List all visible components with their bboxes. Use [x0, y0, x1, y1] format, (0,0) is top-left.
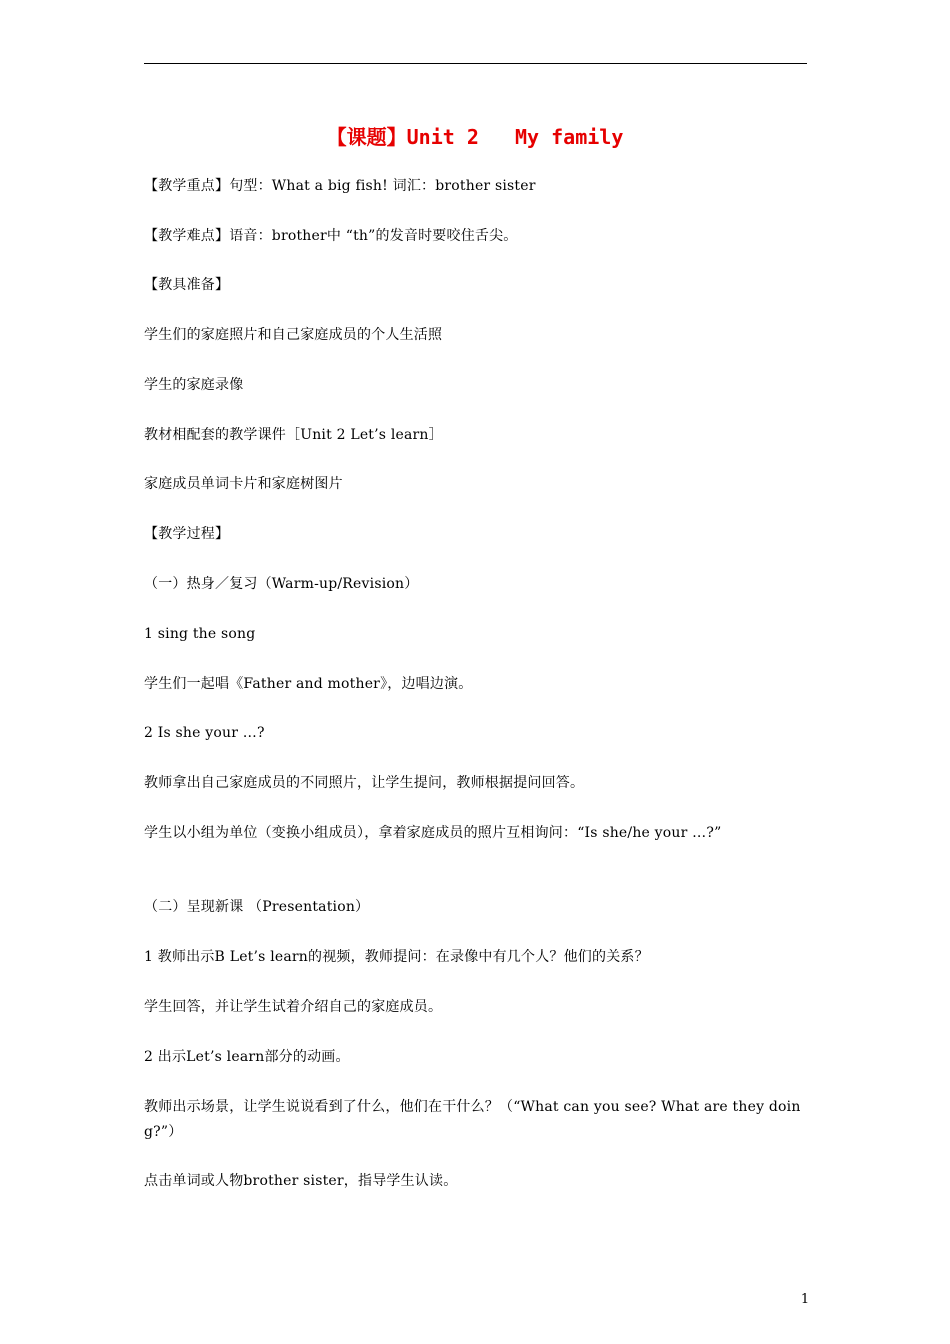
paragraph: 学生们的家庭照片和自己家庭成员的个人生活照: [144, 327, 443, 343]
paragraph: 学生回答，并让学生试着介绍自己的家庭成员。: [144, 999, 443, 1015]
section-heading-process: 【教学过程】: [144, 526, 230, 542]
header-rule: [144, 63, 807, 64]
paragraph: 学生的家庭录像: [144, 377, 244, 393]
paragraph: 家庭成员单词卡片和家庭树图片: [144, 476, 343, 492]
paragraph: 点击单词或人物brother sister，指导学生认读。: [144, 1173, 458, 1189]
paragraph-key-points: 【教学重点】句型：What a big fish! 词汇：brother sister: [144, 178, 536, 194]
subsection-heading-warmup: （一）热身／复习（Warm-up/Revision）: [144, 576, 419, 592]
paragraph: 教材相配套的教学课件［Unit 2 Let’s learn］: [144, 427, 443, 443]
section-heading-materials: 【教具准备】: [144, 277, 230, 293]
paragraph: 教师拿出自己家庭成员的不同照片，让学生提问，教师根据提问回答。: [144, 775, 585, 791]
paragraph: 教师出示场景，让学生说说看到了什么，他们在干什么？（“What can you see? What are they doing?”）: [144, 1099, 801, 1140]
paragraph-difficult-points: 【教学难点】语音：brother中 “th”的发音时要咬住舌尖。: [144, 228, 518, 244]
paragraph: 学生们一起唱《Father and mother》，边唱边演。: [144, 676, 473, 692]
paragraph: 2 出示Let’s learn部分的动画。: [144, 1049, 350, 1065]
page-number: 1: [800, 1292, 810, 1307]
paragraph: 学生以小组为单位（变换小组成员），拿着家庭成员的照片互相询问：“Is she/he your …?”: [144, 825, 722, 841]
subsection-heading-presentation: （二）呈现新课 （Presentation）: [144, 899, 370, 915]
paragraph: 1 教师出示B Let’s learn的视频，教师提问：在录像中有几个人？他们的关系？: [144, 949, 649, 965]
paragraph: 2 Is she your …?: [144, 725, 265, 741]
lesson-title: 【课题】Unit 2 My family: [326, 125, 624, 149]
paragraph: 1 sing the song: [144, 626, 256, 642]
